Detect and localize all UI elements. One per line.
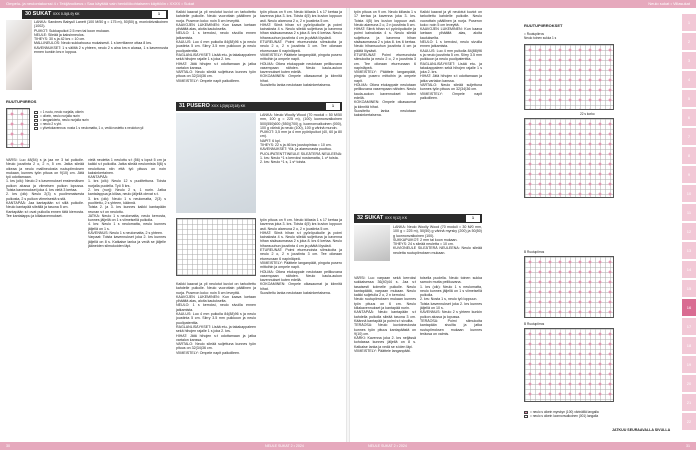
legend-left — [34, 110, 164, 130]
chart-3-caption: B Ruutupiirros — [524, 322, 545, 326]
section-30-body-col1: VARSI: Luo 48(54) s ja jaa ne 3 tai puikolle. Neulo joustinta 2 o, 2 n, 5 cm. Jatka sileää oikeaa ja neulo mallineulosta ruutupiirroksen mukaan, kunnes työn pituus on 9(10) cm. Jätä työ odottamaan. 1. krs (oik): Neulo 2 s kavennukset ensimmäisen puikon alussa ja viimeisen puikon lopussa. Toista kavennukset joka 4. krs vielä 3 kertaa. 2. krs (oik): Neulo 2(3) s puolimmaisesta puikosta, 2 s puikon viimeisestä s:stä. KANTAPÄÄ: Jaa kantapään s:t sillä puikolle. Neulo kantapää sileällä ja tasona 5 cm. Kantapään s:t ovat puikolla ennen tätä kierrosta. Tee kantalappu ja kiilakavennukset. — [6, 158, 84, 218]
tab-20[interactable]: 20 — [682, 375, 696, 392]
top-header-right: Neulo sukat • Villasukat — [648, 1, 690, 6]
page-spine — [346, 8, 350, 442]
section-31-title: 31 PUSERO — [179, 103, 210, 109]
tab-9[interactable]: 9 — [682, 166, 696, 183]
tab-14[interactable]: 14 — [682, 261, 696, 278]
tab-10[interactable]: 10 — [682, 185, 696, 202]
tab-5[interactable]: 5 — [682, 90, 696, 107]
pattern-chart-2 — [524, 256, 614, 318]
section-31-intro: LANKA: Neulo Woolly Wood (70 moduli = 50 M/50 mm, 100 g = 225 m), (100) luonnonvalkoinen 500(550)600 (550)(700) g, luonnonvalkoinen (000), 100 g värinä ja neulo (100), 100 g värinä muroin. PUIKOT: 3,5 mm ja 4 mm pyöröpuikot (40, 60 ja 80 cm). NAPIT: 6 kpl. TIHEYS: 22 s ja 46 krs joustopintaa = 10 cm. KAVENNUKSET: Ylä- ja alareunasta puuttuu. PUOLIPATENTTINEULE SILEÄTERÄ NEULEENA: 1. krs: Neulo *1 s kerroksi nostamatta, 1 o* toista. 2. krs: Neulo *1 s, 1 s* toista. — [260, 113, 342, 165]
tab-4[interactable]: 4 — [682, 71, 696, 88]
section-31-header — [176, 102, 342, 111]
section-32-title: 32 SUKAT — [357, 215, 384, 221]
section-31-cont-top2: työn pituus on 9 cm. Neulo kiilasta 1 s 17 kertaa ja kavenna joka 3. krs. Toista 4(5) krs kuvion loppuun asti. Neulo alareuna 2 o, 2 n joustinta 5 cm. HIHAT: Siirrä hihan s:t pyöröpuikolle ja poimi kainalosta 4 s. Neulo sileää suljettuna ja kavenna hihan sisäsaumassa 2 s joka 8. krs 6 kertaa. Neulo hihansuuhun joustinta 4 cm ja päätä löysästi. ETUREUNAT: Poimi etureunoista silmukoita ja neulo 2 o, 2 n joustinta 3 cm. Tee oikeaan etureunaan 6 napinläpeä. VIIMEISTELY: Päättele langanpäät, pingota pusero mittoihin ja ompele napit. HOLMA: Oikea etukappale neulotaan peilikuvana vasempaan nähden. Neulo kaula-aukon kavennukset kuten edellä. KOKOAMINEN: Ompele olkasaumat ja kiinnitä hihat. Suositeltu lanka neulotaan kaksinkertaisena. — [260, 10, 342, 88]
tab-13[interactable]: 13 — [682, 242, 696, 259]
section-32-body-col1: VARSI: Luo varpaan sekä kerroksi sukkaisessa 36(40)44 s. Jaa s:t tasaisesti kolmelle puikolle. Neulo kantapäätä, varpaan mukaan. Neulo kaikki suljetulla 2 o, 2 n kerroksi. Neulo ruutupiirroksen mukaan kunnes työn pituus on 6 cm. Neulo kiilakavennukset ja kantapää nurin. KANTAPÄÄ: Neulo kantapään s:t kahdella puikolla sileää tasona 3 cm. Käännä kantapää ja poimi s:t sivuilta. TERÄOSA: Neulo kuvioineulosta kunnes työn pituus kantapäästä on 9(10) cm. KÄRKI: Kavenna joka 2. krs neljässä kohdassa kunnes jäljellä on 8 s. Katkaise lanka ja vedä se s:iden läpi. VIIMEISTELY: Päättele langanpäät. — [354, 276, 416, 354]
legend-swatch-icon — [34, 127, 38, 130]
legend-item: = ylivetokavennus: nosta 1 s neulomatta, 1 o, vedä nostettu s neulotun yli — [34, 126, 164, 130]
section-30-title: 30 SUKAT — [25, 11, 52, 17]
footer-title-right: NEULE SUKAT 2 • 2024 — [368, 444, 407, 448]
tab-11[interactable]: 11 — [682, 204, 696, 221]
tab-18[interactable]: 18 — [682, 337, 696, 354]
pattern-chart-1 — [524, 44, 614, 110]
section-30-body-col2: vielä neuletta 1 neulottu s:t (56) s loput 5 cm ja kaikki s:t puikoilla. Jatka sileää neulomista 5(6) s neulottuna niin että työ pituus on noin kaksinkertainen. KANTAPÄÄ: 1. krs (oik): Neulo 12 s puolitettuna. Toista nurjalla puolella. Työ 5 krs. 2. krs (nurj): Neulo 2 s, 1 nurin. Jatka kantalappua ja kiilaa, neulo jäljellä olevat s:t. 3. krs (oik): Neulo 1 s neulomatta, 2(3) s puolitettu, 2 s yhteen, käännä. Toista 2. ja 3. krs kunnes kaikki kantapään reunan s:t on neulottu. JATKA: Neulo 1 s neulomatta, neulo kerrosta, kunnes jäljellä on 1 s viimeisellä puikolla. 4. krs: Neulo 1 s neulomatta, neulo kunnes jäljellä on 1 s. KAVENNUS: Neulo 1 s neulomatta, 2 s yhteen. Varpaat: Toista kavennukset joka 2. krs kunnes jäljellä on 8 s. Katkaise lanka ja vedä se jäljelle jääneiden silmukoiden läpi. — [88, 158, 166, 248]
tab-1[interactable]: 1 — [682, 14, 696, 31]
tab-7[interactable]: 7 — [682, 128, 696, 145]
tab-6[interactable]: 6 — [682, 109, 696, 126]
continue-note: JATKUU SEURAAVALLA SIVULLA — [612, 428, 671, 432]
legend-swatch-icon — [524, 415, 528, 418]
tab-2[interactable]: 2 — [682, 33, 696, 50]
tab-16[interactable]: 16 — [682, 299, 696, 316]
section-32-body-col2: toisella puolella. Neulo toinen sukka samoin mutta peilikuvana. 1. krs (oik): Neulo 1 s neulomatta, neulo kunnes jäljellä on 1 s viimeisellä puikolla. 2. krs: Nosta 1 s, neulo työ loppuun. Toista kavennukset joka 2. krs kunnes jäljellä on 10 s. KAVENNUS: Neulo 2 s yhteen kunkin puikon alussa ja lopussa. TERÄOSA: Poimi silmukoita kantapään sivuilta ja jatka ruutupiirroksen mukaan kunnes teräosa on valmis. — [420, 276, 482, 336]
legend-title-right: RUUTUPIIRROKSET — [524, 23, 563, 28]
legend-item: = langankierto, neulo nurjalla nurin — [34, 118, 164, 122]
tab-19[interactable]: 19 — [682, 356, 696, 373]
section-31-badge: 1 — [326, 103, 340, 110]
legend-swatch-icon — [34, 111, 38, 114]
sweater-chart — [176, 218, 256, 276]
legend-title-left: RUUTUPIIRROS — [6, 99, 37, 104]
tab-12[interactable]: 12 — [682, 223, 696, 240]
legend-swatch-icon — [524, 411, 528, 414]
pattern-chart-3 — [524, 328, 614, 402]
pattern-chart-left — [6, 108, 30, 148]
tab-17[interactable]: 17 — [682, 318, 696, 335]
legend-right: = Ruutupiirros Neulo toinen sukka 1 s — [524, 32, 557, 40]
tab-15[interactable]: 15 — [682, 280, 696, 297]
section-31-cont-col3: työn pituus on 9 cm. Neulo kiilasta 1 s 17 kertaa ja kavenna joka 3. krs. Toista 4(5) krs kuvion loppuun asti. Neulo alareuna 2 o, 2 n joustinta 5 cm. HIHAT: Siirrä hihan s:t pyöröpuikolle ja poimi kainalosta 4 s. Neulo sileää suljettuna ja kavenna hihan sisäsaumassa 2 s joka 8. krs 6 kertaa. Neulo hihansuuhun joustinta 4 cm ja päätä löysästi. ETUREUNAT: Poimi etureunoista silmukoita ja neulo 2 o, 2 n joustinta 3 cm. Tee oikeaan etureunaan 6 napinläpeä. VIIMEISTELY: Päättele langanpäät, pingota pusero mittoihin ja ompele napit. HOLMA: Oikea etukappale neulotaan peilikuvana vasempaan nähden. Neulo kaula-aukon kavennukset kuten edellä. KOKOAMINEN: Ompele olkasaumat ja kiinnitä hihat. Suositeltu lanka neulotaan kaksinkertaisena. — [354, 10, 416, 118]
pattern-chart-1b — [524, 118, 614, 198]
section-32-intro: LANKA: Neulo Woolly Wood (70 moduli = 30 M/0 mm, 100 g = 225 m), 50(50) g värinä myrsky (200) ja 50(50) g luonnonvalkoinen (100). SUKKAPUIKOT: 2 mm tai koon mukaan. TIHEYS: 24 s sileää neuletta = 10 cm. KUVIONEULE SILEÄTERÄ NEULEENA: Neulo sileää neuletta ruutupiirroksen mukaan. — [393, 225, 482, 255]
legend-swatch-icon — [34, 115, 38, 118]
section-32-badge: 1 — [466, 215, 480, 222]
tab-22[interactable]: 22 — [682, 413, 696, 430]
section-31-code: XXX 1(3)6(12)18) KK — [211, 104, 246, 108]
page-number-right: 31 — [686, 444, 690, 448]
section-31-body-col2: työn pituus on 9 cm. Neulo kiilasta 1 s 17 kertaa ja kavenna joka 3. krs. Toista 4(5) krs kuvion loppuun asti. Neulo alareuna 2 o, 2 n joustinta 5 cm. HIHAT: Siirrä hihan s:t pyöröpuikolle ja poimi kainalosta 4 s. Neulo sileää suljettuna ja kavenna hihan sisäsaumassa 2 s joka 8. krs 6 kertaa. Neulo hihansuuhun joustinta 4 cm ja päätä löysästi. ETUREUNAT: Poimi etureunoista silmukoita ja neulo 2 o, 2 n joustinta 3 cm. Tee oikeaan etureunaan 6 napinläpeä. VIIMEISTELY: Päättele langanpäät, pingota pusero mittoihin ja ompele napit. HOLMA: Oikea etukappale neulotaan peilikuvana vasempaan nähden. Neulo kaula-aukon kavennukset kuten edellä. KOKOAMINEN: Ompele olkasaumat ja kiinnitä hihat. Suositeltu lanka neulotaan kaksinkertaisena. — [260, 218, 342, 296]
chart-1-caption: 22 s korko — [580, 112, 595, 116]
socks-photo-right — [354, 225, 390, 261]
section-32-header — [354, 214, 482, 223]
chart-2-caption: B Ruutupiirros — [524, 250, 545, 254]
sweater-photo — [176, 113, 256, 213]
tab-8[interactable]: 8 — [682, 147, 696, 164]
top-header-bar — [0, 0, 696, 8]
section-31-body-col1: Kaikki kaavat ja yli neulotut kuviot on tarkoitettu kahdelle puikolle. Neulo vuorottain päällinen ja nurja. Puseron koko: noin 5 cm leveyttä. KAAVOJEN LUKEMINEN: Kun kaava luetaan ylhäältä alas, aloita kaulukselta. NEULO: 1 s kerroksi, neulo sivuilla ennen jatkamista. KAULUS: Luo 4 mm puikolla 84(88)96 s ja neulo joustinta 5 cm. Siirry 3.5 mm puikkoon ja neulo puolipatenttia. RAGLANLISÄYKSET: Lisää etu- ja takakappaleen sekä hihojen rajalle 1 s joka 2. krs. HIHAT: Jätä hihojen s:t odottamaan ja jatka vartalon kanssa. VARTALO: Neulo sileää suljettuna kunnes työn pituus on 32(34)36 cm. VIIMEISTELY: Ompele napit paikoilleen. — [176, 282, 256, 355]
section-30-header — [22, 10, 168, 19]
top-header-left: Ompelu- ja neulontakurssi 4 • Tekijänoikeus • Saa käyttää vain henkilökohtaiseen käyttöön • XXXX • Sukat — [6, 1, 195, 6]
legend-item: = 1 ruutu, neulo nurjalla, oikein — [34, 110, 164, 114]
legend-item: = neulo 2 s yht. — [34, 122, 164, 126]
legend-swatch-icon — [34, 119, 38, 122]
tab-21[interactable]: 21 — [682, 394, 696, 411]
page-tabs — [682, 14, 696, 432]
bottom-footer-bar — [0, 442, 696, 450]
section-32-code: XXX 9(12) KK — [384, 216, 408, 220]
legend-item: = oikein, neulo nurjalla nurin — [34, 114, 164, 118]
section-30-code: XXX 0-5(8-9) KK — [52, 12, 80, 16]
socks-photo-left — [6, 20, 32, 90]
page-number-left: 30 — [6, 444, 10, 448]
footer-title-left: NEULE SUKAT 2 • 2024 — [265, 444, 304, 448]
legend-footer: = neulo s oikein myrskyn (100) värinäillä langalla = neulo s oikein luonnonvalkoinen (001) langalla — [524, 410, 674, 418]
section-30-badge: 1 — [152, 11, 166, 18]
section-30-intro: LANKA: Sandnes Babyull Lanett (100 M/50 g = 175 m), 50(50) g, monivärivalkoinen (1002). PUIKOT: Sukkapuikot 2.5 mm tai koon mukaan. NEULE: Sileää ja kaksinneulos. TIHEYS: 30 s ja 42 krs = 10 cm. MALLINEULOS: Neulo sukkahousu mukaisesti. 1 s kerrtilanne ottaa 8 krs. KAVENNUKSET: 1 s väliltä 2 s yhteen, neulo 2 s aina krs:n alussa, 1 s kavennusta ennen kunkin krs:n loppua. — [34, 20, 168, 55]
tab-3[interactable]: 3 — [682, 52, 696, 69]
section-31-cont-col4: Kaikki kaavat ja yli neulotut kuviot on tarkoitettu kahdelle puikolle. Neulo vuorottain päällinen ja nurja. Puseron koko: noin 5 cm leveyttä. KAAVOJEN LUKEMINEN: Kun kaava luetaan ylhäältä alas, aloita kaulukselta. NEULO: 1 s kerroksi, neulo sivuilla ennen jatkamista. KAULUS: Luo 4 mm puikolla 84(88)96 s ja neulo joustinta 5 cm. Siirry 3.5 mm puikkoon ja neulo puolipatenttia. RAGLANLISÄYKSET: Lisää etu- ja takakappaleen sekä hihojen rajalle 1 s joka 2. krs. HIHAT: Jätä hihojen s:t odottamaan ja jatka vartalon kanssa. VARTALO: Neulo sileää suljettuna kunnes työn pituus on 32(34)36 cm. VIIMEISTELY: Ompele napit paikoilleen. — [420, 10, 482, 100]
section-31-cont-top: Kaikki kaavat ja yli neulotut kuviot on tarkoitettu kahdelle puikolle. Neulo vuorottain päällinen ja nurja. Puseron koko: noin 5 cm leveyttä. KAAVOJEN LUKEMINEN: Kun kaava luetaan ylhäältä alas, aloita kaulukselta. NEULO: 1 s kerroksi, neulo sivuilla ennen jatkamista. KAULUS: Luo 4 mm puikolla 84(88)96 s ja neulo joustinta 5 cm. Siirry 3.5 mm puikkoon ja neulo puolipatenttia. RAGLANLISÄYKSET: Lisää etu- ja takakappaleen sekä hihojen rajalle 1 s joka 2. krs. HIHAT: Jätä hihojen s:t odottamaan ja jatka vartalon kanssa. VARTALO: Neulo sileää suljettuna kunnes työn pituus on 32(34)36 cm. VIIMEISTELY: Ompele napit paikoilleen. — [176, 10, 256, 83]
legend-swatch-icon — [34, 123, 38, 126]
